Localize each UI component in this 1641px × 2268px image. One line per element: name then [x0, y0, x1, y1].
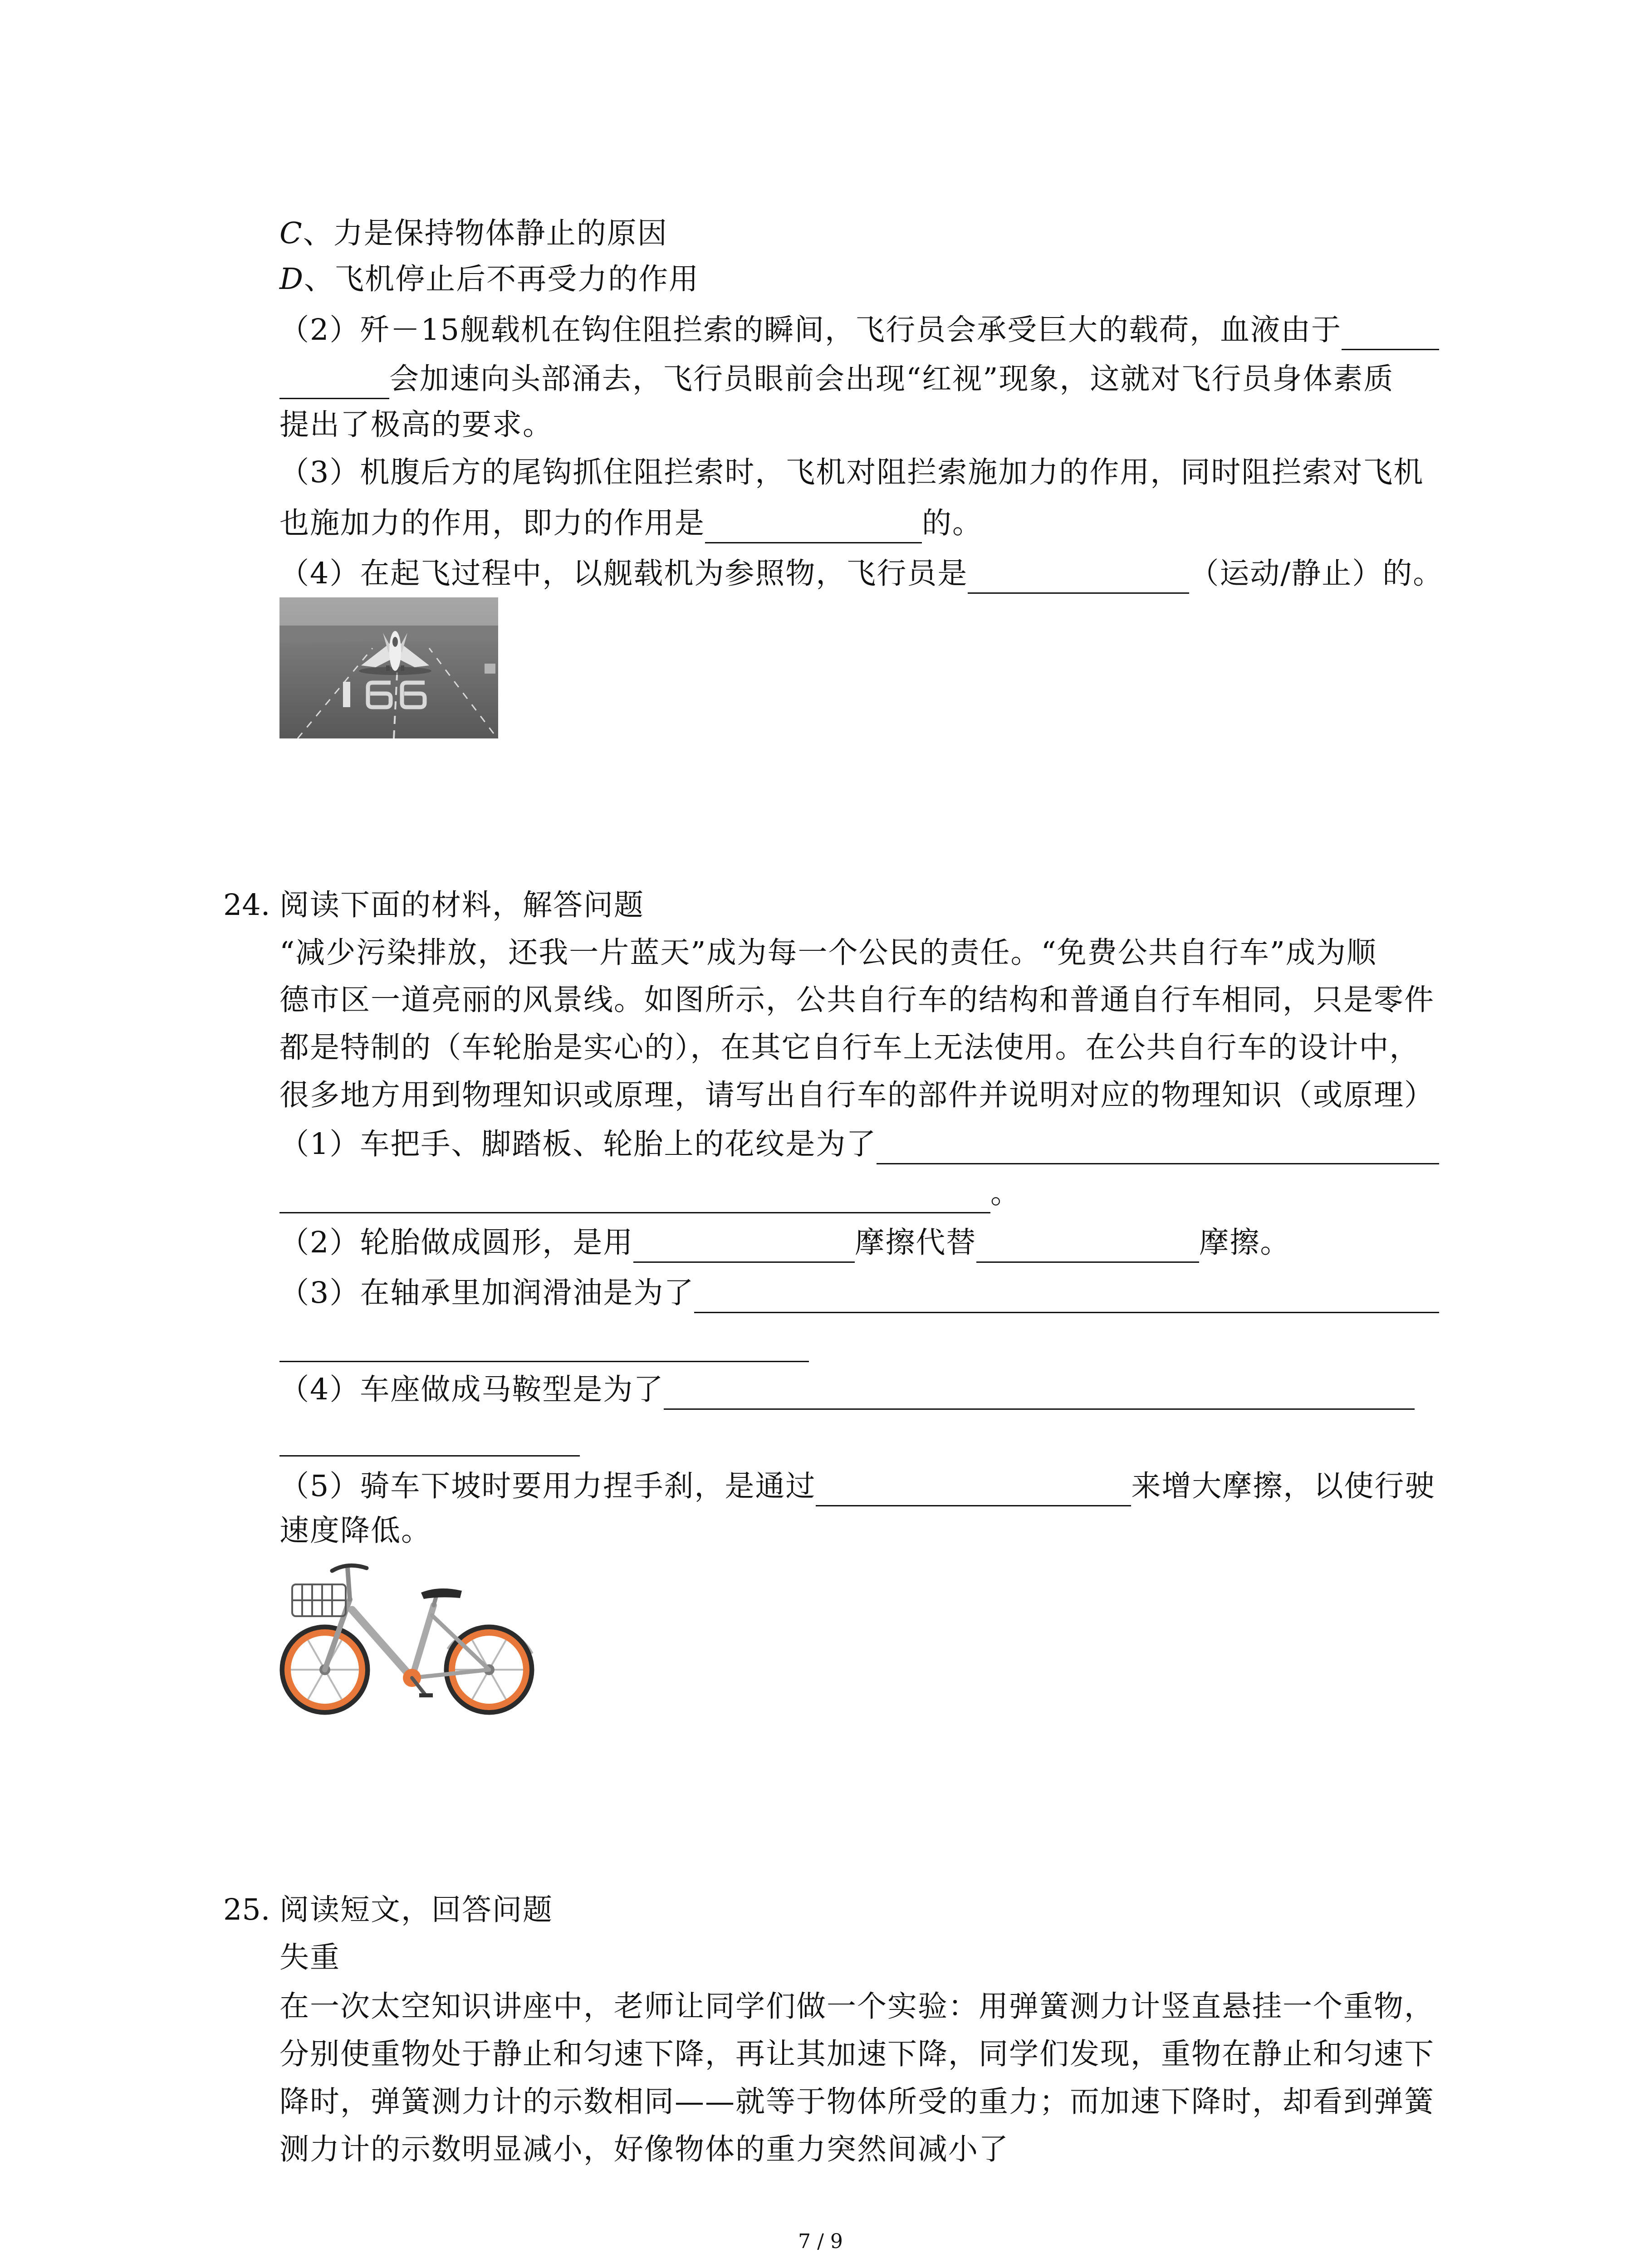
answer-blank — [279, 359, 389, 399]
answer-blank — [279, 1322, 809, 1362]
question-text: 也施加力的作用，即力的作用是 — [279, 506, 705, 540]
answer-blank — [664, 1369, 1415, 1410]
q23-part2-line2 — [279, 359, 1394, 400]
passage-line: 都是特制的（车轮胎是实心的），在其它自行车上无法使用。在公共自行车的设计中， — [279, 1031, 1420, 1065]
question-text: 会加速向头部涌去，飞行员眼前会出现“红视”现象，这就对飞行员身体素质 — [389, 362, 1394, 396]
question-text: （5）骑车下坡时要用力捏手刹，是通过 — [279, 1469, 816, 1503]
bicycle-frame — [325, 1567, 489, 1678]
question-text: 来增大摩擦，以使行驶 — [1131, 1469, 1435, 1503]
q23-part2-line3 — [279, 405, 553, 445]
passage-heading: 失重 — [279, 1941, 341, 1975]
passage-line: 德市区一道亮丽的风景线。如图所示，公共自行车的结构和普通自行车相同，只是零件 — [279, 983, 1435, 1017]
q23-option-d — [279, 259, 699, 300]
question-text: 提出了极高的要求。 — [279, 408, 554, 442]
q24-part2 — [279, 1222, 1290, 1263]
passage-line: 测力计的示数明显减小，好像物体的重力突然间减小了 — [279, 2132, 1009, 2166]
q24-part4-line2 — [279, 1416, 580, 1457]
option-letter: D — [279, 262, 304, 296]
answer-blank — [1342, 310, 1439, 350]
question-text: （运动/静止）的。 — [1189, 557, 1444, 591]
passage-line: 很多地方用到物理知识或原理，请写出自行车的部件并说明对应的物理知识（或原理） — [279, 1078, 1435, 1112]
sea — [279, 626, 498, 643]
answer-blank — [279, 1173, 990, 1213]
question-title: 阅读短文，回答问题 — [279, 1893, 554, 1927]
q23-part3-line1 — [279, 452, 1424, 493]
question-text: （3）机腹后方的尾钩抓住阻拦索时，飞机对阻拦索施加力的作用，同时阻拦索对飞机 — [279, 455, 1424, 489]
bicycle-seat — [421, 1589, 462, 1599]
answer-blank — [279, 1416, 580, 1457]
q24-part5-line2: 速度降低。 — [279, 1514, 432, 1548]
passage-line: “减少污染排放，还我一片蓝天”成为每一个公民的责任。“免费公共自行车”成为顺 — [279, 936, 1377, 970]
question-text: （2）歼－15舰载机在钩住阻拦索的瞬间，飞行员会承受巨大的载荷，血液由于 — [279, 313, 1342, 347]
q24-part3-line2 — [279, 1322, 809, 1363]
bicycle-crank — [403, 1669, 433, 1697]
passage-line: 在一次太空知识讲座中，老师让同学们做一个实验：用弹簧测力计竖直悬挂一个重物， — [279, 1989, 1435, 2024]
question-text: （4）车座做成马鞍型是为了 — [279, 1373, 664, 1407]
q24-part5-line1 — [279, 1466, 1435, 1507]
answer-blank — [877, 1124, 1439, 1164]
answer-blank — [968, 553, 1189, 594]
q23-option-c — [279, 213, 668, 254]
page-number: 7 / 9 — [798, 2230, 843, 2253]
question-text: 。 — [990, 1176, 1021, 1210]
passage-line: 分别使重物处于静止和匀速下降，再让其加速下降，同学们发现，重物在静止和匀速下 — [279, 2037, 1435, 2071]
answer-blank — [976, 1222, 1199, 1263]
question-text: 摩擦代替 — [855, 1226, 977, 1260]
passage-line: 降时，弹簧测力计的示数相同——就等于物体所受的重力；而加速下降时，却看到弹簧 — [279, 2085, 1435, 2119]
answer-blank — [633, 1222, 855, 1263]
answer-blank — [705, 503, 922, 543]
option-text: 、力是保持物体静止的原因 — [303, 216, 668, 250]
question-text: （2）轮胎做成圆形，是用 — [279, 1226, 634, 1260]
question-text: 的。 — [922, 506, 983, 540]
question-text: （1）车把手、脚踏板、轮胎上的花纹是为了 — [279, 1127, 877, 1161]
answer-blank — [816, 1466, 1131, 1506]
public-bicycle-photo — [279, 1556, 535, 1724]
question-number: 25. — [223, 1893, 270, 1927]
option-letter: C — [279, 216, 303, 250]
q24-part1-line2 — [279, 1173, 1021, 1214]
q24-part4-line1 — [279, 1369, 1415, 1410]
q23-part2-line1 — [279, 310, 1439, 351]
q24-part3-line1 — [279, 1273, 1439, 1314]
carrier-jet-photo — [279, 597, 498, 738]
q24-part1-line1 — [279, 1124, 1439, 1165]
question-text: （3）在轴承里加润滑油是为了 — [279, 1276, 695, 1310]
deck-crew — [485, 664, 495, 674]
q23-part4 — [279, 553, 1443, 594]
q23-part3-line2 — [279, 503, 983, 544]
question-title: 阅读下面的材料，解答问题 — [279, 888, 645, 922]
option-text: 、飞机停止后不再受力的作用 — [304, 262, 700, 296]
question-text: （4）在起飞过程中，以舰载机为参照物，飞行员是 — [279, 557, 968, 591]
bicycle-basket — [292, 1584, 346, 1616]
question-text: 摩擦。 — [1199, 1226, 1291, 1260]
question-number: 24. — [223, 888, 270, 922]
answer-blank — [694, 1273, 1439, 1313]
